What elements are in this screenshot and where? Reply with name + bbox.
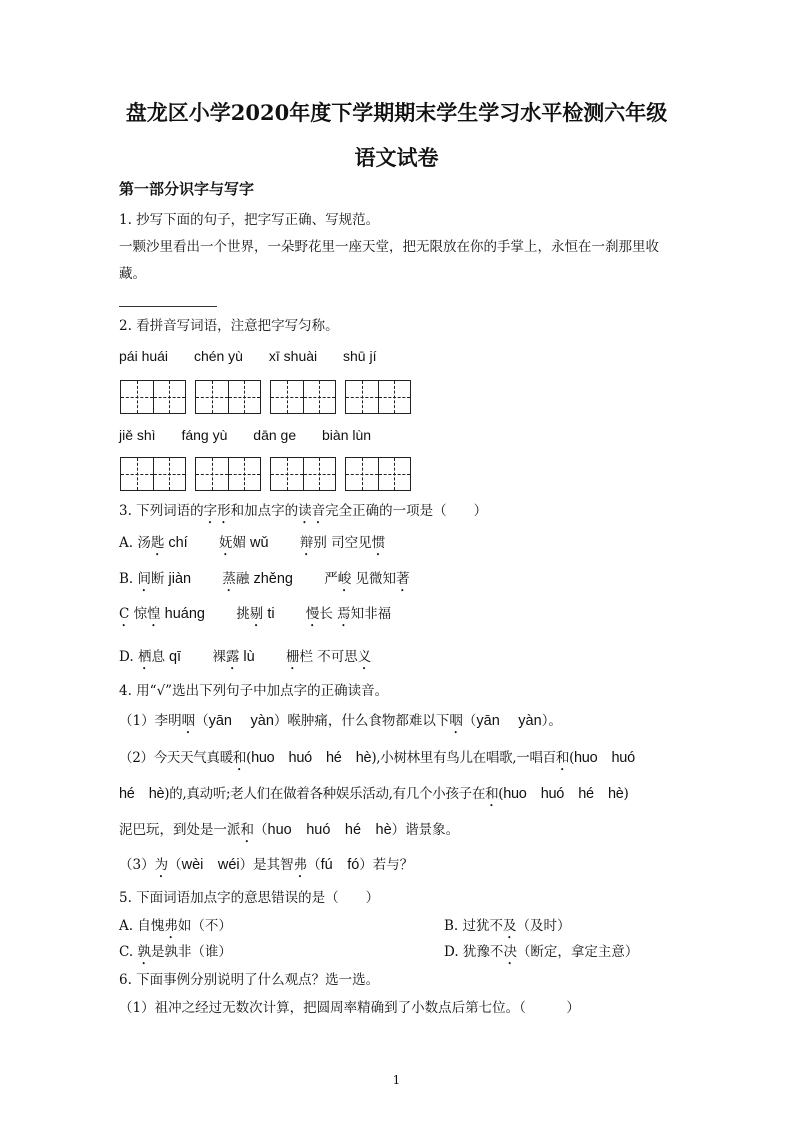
q5-prompt	[119, 889, 379, 907]
text-segment: 完全正确的一项是（ ）	[325, 503, 488, 519]
text-segment: 惊	[129, 606, 148, 622]
writing-box[interactable]	[345, 457, 411, 491]
pinyin: fáng yù	[181, 427, 228, 443]
q1-sentence-cont: 藏。	[119, 266, 146, 282]
answer-line[interactable]	[119, 306, 217, 307]
emphasized-char: 栖	[137, 649, 152, 665]
pinyin: pái huái	[119, 348, 169, 364]
text-segment: 长	[319, 606, 338, 622]
text-segment: (	[569, 750, 575, 766]
pinyin: fú fó	[320, 857, 360, 873]
emphasized-char: 蒸	[222, 571, 236, 587]
q5-option-c[interactable]	[119, 943, 232, 968]
text-segment: （	[462, 713, 477, 729]
text-segment: （1）祖冲之经过无数次计算，把圆周率精确到了小数点后第七位。（ ）	[119, 1000, 580, 1016]
text-segment: (	[246, 750, 252, 766]
emphasized-char: 慢	[305, 606, 320, 622]
emphasized-char: 决	[503, 944, 517, 960]
pinyin: chén yù	[193, 348, 243, 364]
emphasized-char: 焉	[337, 606, 351, 622]
text-segment: ）。	[541, 713, 562, 729]
emphasized-char: 剔	[249, 606, 264, 622]
text-segment: ）谐景象。	[391, 822, 460, 838]
text-segment	[188, 535, 219, 551]
pinyin: huo huó hé hè	[267, 822, 392, 838]
emphasized-char: 弗	[164, 918, 178, 934]
text-segment: 3. 下列词语的	[119, 503, 204, 519]
text-segment: 5. 下面词语加点字的意思错误的是（ ）	[119, 890, 380, 906]
emphasized-char: C	[119, 606, 130, 622]
q4-sentence-2	[119, 749, 635, 774]
q1-prompt: 1. 抄写下面的句子，把字写正确、写规范。	[119, 212, 380, 228]
writing-box[interactable]	[345, 380, 411, 414]
writing-box[interactable]	[195, 457, 261, 491]
pinyin: wǔ	[246, 535, 269, 551]
page-number: 1	[392, 1073, 401, 1087]
pinyin: shū jí	[343, 348, 377, 364]
pinyin: wèi wéi	[181, 857, 240, 873]
text-segment: （及时）	[516, 918, 571, 934]
pinyin: huo huó hé hè	[503, 786, 624, 802]
text-segment: （	[168, 857, 182, 873]
text-segment: 和加点字的	[230, 503, 299, 519]
emphasized-char: 咽	[449, 713, 463, 729]
emphasized-char: 和	[555, 750, 570, 766]
q4-sentence-2-end	[119, 821, 459, 846]
q5-option-d[interactable]	[444, 943, 638, 968]
emphasized-char: 惯	[371, 535, 386, 551]
emphasized-char: 孰	[137, 944, 151, 960]
text-segment: 媚	[232, 535, 247, 551]
q3-option-b[interactable]	[119, 570, 410, 595]
text-segment: (	[498, 786, 504, 802]
writing-grid-row-2	[120, 457, 411, 491]
text-segment: 挑	[205, 606, 250, 622]
text-segment: 泥巴玩，到处是一派	[119, 822, 241, 838]
text-segment: （	[254, 822, 268, 838]
q6-item-1	[119, 999, 580, 1017]
text-segment: A. 自愧	[119, 918, 165, 934]
pinyin: jiàn	[164, 571, 192, 587]
q4-sentence-1	[119, 712, 562, 737]
pinyin: qī	[164, 649, 182, 665]
text-segment: )	[623, 786, 629, 802]
text-segment: D. 犹豫不	[444, 944, 504, 960]
text-segment: （断定，拿定主意）	[516, 944, 639, 960]
emphasized-char: 间	[137, 571, 152, 587]
emphasized-char: 妩	[219, 535, 233, 551]
q4-sentence-3	[119, 856, 413, 881]
emphasized-char: 义	[357, 649, 372, 665]
text-segment: 严	[292, 571, 338, 587]
text-segment: 息	[151, 649, 165, 665]
text-segment	[191, 571, 222, 587]
writing-box[interactable]	[195, 380, 261, 414]
text-segment	[255, 649, 286, 665]
q4-prompt	[119, 682, 388, 700]
text-segment: ),小树林里有鸟儿在唱歌,一唱百	[371, 750, 556, 766]
q4-sentence-2-cont	[119, 785, 628, 810]
text-segment: B. 过犹不	[444, 918, 504, 934]
pinyin: xī shuài	[268, 348, 318, 364]
pinyin-row-2	[119, 426, 371, 444]
document-title: 盘龙区小学2020年度下学期期末学生学习水平检测六年级	[125, 100, 668, 125]
pinyin-row-1	[119, 347, 376, 365]
text-segment: 见微知	[351, 571, 397, 587]
emphasized-char: 露	[225, 649, 240, 665]
writing-box[interactable]	[270, 457, 336, 491]
text-segment: （1）李明	[119, 713, 182, 729]
text-segment: 裸	[181, 649, 226, 665]
text-segment: 断	[151, 571, 165, 587]
pinyin: zhěng	[249, 571, 293, 587]
emphasized-char: 音	[311, 503, 326, 519]
pinyin: lù	[239, 649, 255, 665]
pinyin: huo huó	[574, 750, 635, 766]
text-segment: ）是其智	[239, 857, 294, 873]
text-segment: )的,真动听;老人们在做着各种娱乐活动,有几个小孩子在	[164, 786, 486, 802]
q3-option-a[interactable]	[119, 534, 385, 559]
emphasized-char: 和	[232, 750, 247, 766]
text-segment: ）喉肿痛，什么食物都难以下	[273, 713, 450, 729]
pinyin: yān yàn	[208, 713, 274, 729]
text-segment: 6. 下面事例分别说明了什么观点？选一选。	[119, 972, 380, 988]
text-segment: 栏 不可思	[299, 649, 358, 665]
document-subtitle: 语文试卷	[354, 145, 439, 170]
writing-box[interactable]	[120, 457, 186, 491]
emphasized-char: 读	[298, 503, 312, 519]
text-segment: （3）	[119, 857, 155, 873]
emphasized-char: 峻	[337, 571, 352, 587]
q3-option-c[interactable]	[119, 605, 391, 630]
text-segment: 融	[235, 571, 250, 587]
text-segment	[269, 535, 300, 551]
pinyin: biàn lùn	[322, 427, 372, 443]
q6-prompt	[119, 971, 379, 989]
text-segment: 4. 用“√”选出下列句子中加点字的正确读音。	[119, 683, 389, 699]
emphasized-char: 辩	[299, 535, 314, 551]
q3-prompt	[119, 502, 487, 527]
text-segment: （	[307, 857, 321, 873]
text-segment: ）若与？	[359, 857, 414, 873]
emphasized-char: 著	[396, 571, 410, 587]
q5-option-a[interactable]	[119, 917, 232, 942]
pinyin: hé hè	[119, 786, 165, 802]
text-segment: 如（不）	[177, 918, 232, 934]
emphasized-char: 字	[203, 503, 218, 519]
text-segment: 是孰非（谁）	[150, 944, 232, 960]
text-segment: B.	[119, 571, 138, 587]
emphasized-char: 形	[217, 503, 231, 519]
emphasized-char: 为	[154, 857, 169, 873]
text-segment: D.	[119, 649, 138, 665]
emphasized-char: 栅	[285, 649, 300, 665]
emphasized-char: 和	[485, 786, 499, 802]
q5-option-b[interactable]	[444, 917, 571, 942]
pinyin: yān yàn	[476, 713, 542, 729]
text-segment: （	[195, 713, 209, 729]
text-segment	[275, 606, 306, 622]
pinyin: jiě shì	[119, 427, 156, 443]
emphasized-char: 及	[503, 918, 517, 934]
emphasized-char: 惶	[147, 606, 161, 622]
pinyin: huáng	[160, 606, 205, 622]
text-segment: 知非福	[350, 606, 392, 622]
writing-box[interactable]	[120, 380, 186, 414]
q2-prompt: 2. 看拼音写词语，注意把字写匀称。	[119, 318, 339, 334]
emphasized-char: 弗	[293, 857, 308, 873]
pinyin: ti	[263, 606, 275, 622]
q1-sentence: 一颗沙里看出一个世界，一朵野花里一座天堂，把无限放在你的手掌上，永恒在一刹那里收	[119, 239, 659, 255]
pinyin: dān ge	[253, 427, 297, 443]
text-segment: 别 司空见	[313, 535, 372, 551]
emphasized-char: 咽	[181, 713, 196, 729]
text-segment: （2）今天天气真暖	[119, 750, 233, 766]
emphasized-char: 和	[240, 822, 254, 838]
pinyin: huo huó hé hè	[251, 750, 372, 766]
text-segment: C.	[119, 944, 138, 960]
section-heading: 第一部分识字与写字	[119, 180, 255, 198]
emphasized-char: 匙	[150, 535, 165, 551]
q3-option-d[interactable]	[119, 648, 371, 673]
text-segment: A. 汤	[119, 535, 151, 551]
writing-grid-row-1	[120, 380, 411, 414]
pinyin: chí	[164, 535, 188, 551]
writing-box[interactable]	[270, 380, 336, 414]
